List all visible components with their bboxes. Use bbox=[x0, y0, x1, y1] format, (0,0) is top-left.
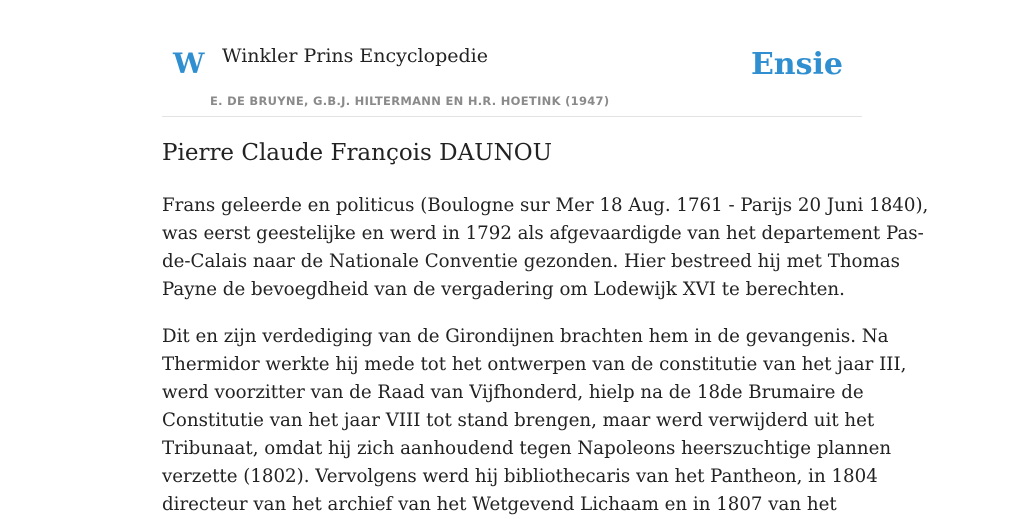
paragraph-line: Tribunaat, omdat hij zich aanhoudend tegen Napoleons heerszuchtige plannen bbox=[162, 438, 892, 459]
paragraph-line: de-Calais naar de Nationale Conventie gezonden. Hier bestreed hij met Thomas bbox=[162, 251, 900, 272]
book-authors: E. DE BRUYNE, G.B.J. HILTERMANN EN H.R. HOETINK (1947) bbox=[210, 94, 610, 108]
winkler-prins-logo[interactable]: W bbox=[173, 47, 205, 80]
header bbox=[162, 0, 862, 117]
paragraph-line: Constitutie van het jaar VIII tot stand brengen, maar werd verwijderd uit het bbox=[162, 410, 875, 431]
paragraph-line: verzette (1802). Vervolgens werd hij bibliothecaris van het Pantheon, in 1804 bbox=[162, 466, 878, 487]
page bbox=[162, 0, 929, 515]
book-title-link[interactable]: Winkler Prins Encyclopedie bbox=[222, 45, 488, 67]
paragraph-line: Frans geleerde en politicus (Boulogne sur Mer 18 Aug. 1761 - Parijs 20 Juni 1840), bbox=[162, 195, 929, 216]
paragraph-line: was eerst geestelijke en werd in 1792 als afgevaardigde van het departement Pas- bbox=[162, 223, 924, 244]
paragraph-line: Dit en zijn verdediging van de Girondijnen brachten hem in de gevangenis. Na bbox=[162, 326, 889, 347]
paragraph-line: directeur van het archief van het Wetgevend Lichaam en in 1807 van het bbox=[162, 494, 837, 515]
paragraph-line: Payne de bevoegdheid van de vergadering om Lodewijk XVI te berechten. bbox=[162, 279, 845, 300]
article-paragraph bbox=[162, 192, 929, 304]
ensie-logo-link[interactable]: Ensie bbox=[750, 47, 843, 82]
paragraph-line: Thermidor werkte hij mede tot het ontwerpen van de constitutie van het jaar III, bbox=[162, 354, 907, 375]
paragraph-line: werd voorzitter van de Raad van Vijfhonderd, hielp na de 18de Brumaire de bbox=[162, 382, 864, 403]
article-paragraph bbox=[162, 323, 907, 519]
article-title: Pierre Claude François DAUNOU bbox=[162, 140, 552, 166]
